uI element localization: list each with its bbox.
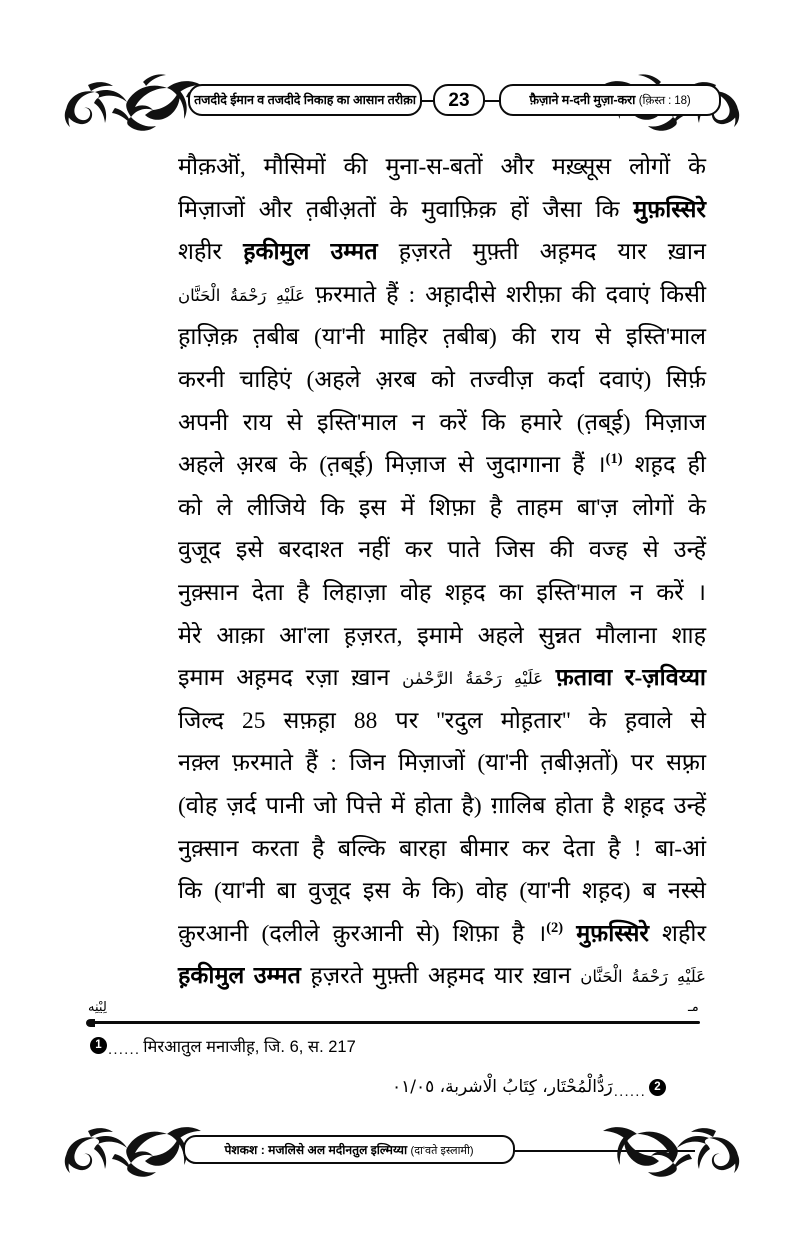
body-line — [178, 146, 706, 189]
body-line — [178, 231, 706, 274]
floral-ornament-icon — [55, 62, 205, 140]
page-header — [55, 62, 749, 140]
body-line — [178, 444, 706, 487]
body-line — [178, 657, 706, 700]
body-line — [178, 529, 706, 572]
footnote-reference: (2) — [546, 919, 564, 936]
body-text-run: नक़्ल फ़रमाते हैं : जिन मिज़ाजों (या'नी त़बीअ़तों) पर सफ़्रा — [178, 750, 706, 777]
body-text-run: शह़द ही — [622, 452, 706, 479]
footnote-divider-left-glyph: لِيْنِه — [88, 1000, 107, 1015]
footnote-text: رَدُّالْمُحْتَار، كِتَابُ الْاشربة، ٥٠/١٠ — [392, 1077, 613, 1097]
header-chapter-part: (क़िस्त : 18) — [638, 95, 691, 107]
body-line — [178, 487, 706, 530]
body-text-run: फ़रमाते हैं : अह़ादीसे शरीफ़ा की दवाएं किसी — [305, 281, 706, 308]
body-text-run: मौक़ऒं, मौसिमों की मुना-स-बतों और मख़्सूस लोगों के — [178, 154, 706, 180]
emphasis-text: मुफ़स्सिरे — [633, 196, 706, 223]
arabic-honorific: عَلَيْهِ رَحْمَةُ الْحَنَّان — [580, 967, 706, 987]
body-text-run: मेरे आक़ा आ'ला ह़ज़रत, इमामे अहले सुन्नत मौलाना शाह — [178, 622, 706, 649]
footnote-divider-rule — [92, 1021, 700, 1024]
footnote-item — [90, 1034, 356, 1057]
body-line — [178, 615, 706, 658]
footnote-marker: 1 — [90, 1037, 107, 1054]
body-line — [178, 189, 706, 232]
body-line — [178, 870, 706, 913]
body-line — [178, 572, 706, 615]
body-line — [178, 913, 706, 956]
footnote-dots: ...... — [108, 1041, 141, 1058]
footnote-item — [392, 1077, 666, 1100]
body-text-run: शहीर — [649, 920, 707, 947]
publisher-credit — [183, 1135, 515, 1164]
arabic-honorific: عَلَيْهِ رَحْمَةُ الرَّحْمٰن — [402, 669, 544, 689]
body-line — [178, 955, 706, 998]
body-line — [178, 828, 706, 871]
publisher-credit-label: पेशकश : मजलिसे अल मदीनतुल इल्मिय्या — [224, 1143, 408, 1157]
footnote-reference: (1) — [605, 451, 623, 468]
footnote-dots: ...... — [613, 1082, 646, 1100]
floral-ornament-icon — [599, 1112, 749, 1190]
header-chapter-title — [499, 84, 721, 116]
body-text-run: नुक़्सान देता है लिहाज़ा वोह शह़द का इस्ति'माल न करें । — [178, 579, 706, 606]
header-chapter-title-text: फ़ैज़ाने म-दनी मुज़ा-करा — [529, 93, 636, 107]
emphasis-text: फ़तावा र-ज़विय्या — [543, 665, 706, 692]
arabic-honorific: عَلَيْهِ رَحْمَةُ الْحَنَّان — [178, 285, 305, 305]
publisher-credit-sub: (दा'वते इस्लामी) — [410, 1145, 474, 1157]
emphasis-text: ह़कीमुल उम्मत — [243, 239, 378, 266]
body-text-run: मिज़ाजों और त़बीअ़तों के मुवाफ़िक़ हों जैसा कि — [178, 196, 634, 223]
body-line — [178, 700, 706, 743]
body-text-run: ह़ज़रते मुफ़्ती अह़मद यार ख़ान — [300, 963, 581, 990]
body-line — [178, 402, 706, 445]
page-footer — [55, 1112, 749, 1190]
emphasis-text: मुफ़स्सिरे — [563, 920, 649, 947]
body-line — [178, 359, 706, 402]
body-text-run: कि (या'नी बा वुजूद इस के कि) वोह (या'नी शह़द) ब नस्से — [178, 878, 706, 905]
emphasis-text: ह़कीमुल उम्मत — [178, 963, 301, 990]
body-text-run: इमाम अह़मद रज़ा ख़ान — [178, 665, 403, 692]
body-text-run: ह़ज़रते मुफ़्ती अह़मद यार ख़ान — [377, 239, 706, 266]
page-number: 23 — [433, 84, 485, 116]
body-text-run: करनी चाहिएं (अहले अ़रब को तज्वीज़ कर्दा दवाएं) सिर्फ़ — [178, 366, 706, 393]
body-text-run: क़ुरआनी (दलीले क़ुरआनी से) शिफ़ा है । — [178, 920, 547, 947]
body-text-run: अपनी राय से इस्ति'माल न करें कि हमारे (त़ब्ई) मिज़ाज — [178, 409, 706, 436]
body-text-run: शहीर — [178, 239, 244, 266]
body-text-run: ह़ाज़िक़ त़बीब (या'नी माहिर त़बीब) की राय से इस्ति'माल — [178, 324, 706, 351]
body-line — [178, 274, 706, 317]
body-text-run: (वोह ज़र्द पानी जो पित्ते में होता है) ग़ालिब होता है शह़द उन्हें — [178, 792, 706, 819]
body-text-run: नुक़्सान करता है बल्कि बारहा बीमार कर देता है ! बा-आं — [178, 835, 706, 862]
body-text-run: वुजूद इसे बरदाश्त नहीं कर पाते जिस की वज्ह से उन्हें — [178, 537, 706, 564]
header-book-title: तजदीदे ईमान व तजदीदे निकाह का आसान तरीक़ा — [188, 84, 422, 116]
body-line — [178, 742, 706, 785]
footnote-marker: 2 — [649, 1079, 666, 1096]
footnote-divider-right-glyph: مـ — [688, 1000, 699, 1015]
footnote-text: मिरआतुल मनाजीह़, जि. 6, स. 217 — [143, 1038, 356, 1056]
body-text-run: जिल्द 25 सफ़ह़ा 88 पर ''रदुल मोह़तार'' के ह़वाले से — [178, 707, 706, 734]
body-text-run: अहले अ़रब के (त़ब्ई) मिज़ाज से जुदागाना हैं । — [178, 452, 606, 479]
body-text-run: को ले लीजिये कि इस में शिफ़ा है ताहम बा'ज़ लोगों के — [178, 494, 706, 521]
body-line — [178, 785, 706, 828]
body-line — [178, 316, 706, 359]
page-body-text — [178, 146, 706, 998]
